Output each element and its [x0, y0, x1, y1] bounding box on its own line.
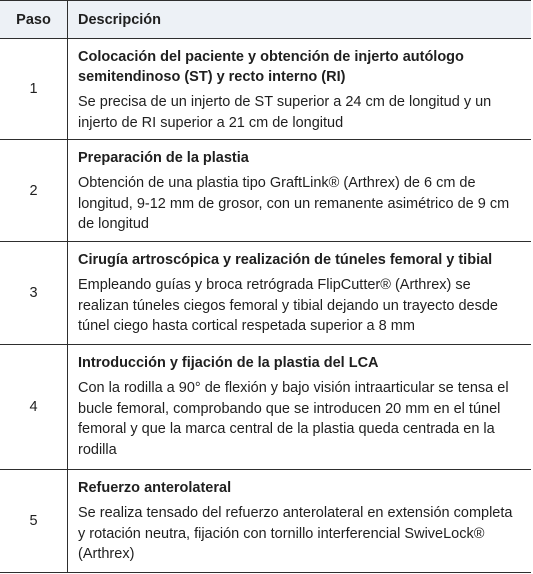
- step-text: Se precisa de un injerto de ST superior a 24 cm de longitud y un injerto de RI superior a 21 cm de longitud: [78, 94, 492, 131]
- step-number: 2: [0, 140, 68, 241]
- step-description: [68, 39, 531, 139]
- step-title: Preparación de la plastia: [78, 150, 249, 166]
- step-description: [68, 242, 531, 344]
- table-row: [0, 345, 531, 470]
- table-row: [0, 470, 531, 573]
- step-number: 3: [0, 242, 68, 344]
- step-title: Cirugía artroscópica y realización de túneles femoral y tibial: [78, 252, 493, 268]
- step-text: Se realiza tensado del refuerzo anterolateral en extensión completa y rotación neutra, fijación con tornillo interferencial SwiveLock® (Arthrex): [78, 505, 513, 562]
- step-text: Con la rodilla a 90° de flexión y bajo visión intraarticular se tensa el bucle femoral, comprobando que se introducen 20 mm en el túnel femoral y que la marca central de la plastia queda centrada en la rodilla: [78, 380, 509, 458]
- table-row: [0, 140, 531, 242]
- step-title: Colocación del paciente y obtención de injerto autólogo semitendinoso (ST) y recto interno (RI): [78, 49, 464, 85]
- header-description: Descripción: [78, 11, 161, 28]
- step-description: [68, 470, 531, 572]
- table-header-row: [0, 1, 531, 39]
- step-number: 5: [0, 470, 68, 572]
- table-row: [0, 242, 531, 345]
- table-row: [0, 39, 531, 140]
- step-text: Empleando guías y broca retrógrada FlipCutter® (Arthrex) se realizan túneles ciegos femoral y tibial dejando un trayecto desde túnel ciego hasta cortical respetada superior a 8 mm: [78, 277, 498, 334]
- step-text: Obtención de una plastia tipo GraftLink® (Arthrex) de 6 cm de longitud, 9-12 mm de grosor, con un remanente asimétrico de 9 cm de longitud: [78, 175, 510, 232]
- step-number: 4: [0, 345, 68, 469]
- step-description: [68, 345, 531, 469]
- step-title: Refuerzo anterolateral: [78, 480, 232, 496]
- step-title: Introducción y fijación de la plastia del LCA: [78, 355, 379, 371]
- step-description: [68, 140, 531, 241]
- header-step: Paso: [0, 1, 68, 38]
- step-number: 1: [0, 39, 68, 139]
